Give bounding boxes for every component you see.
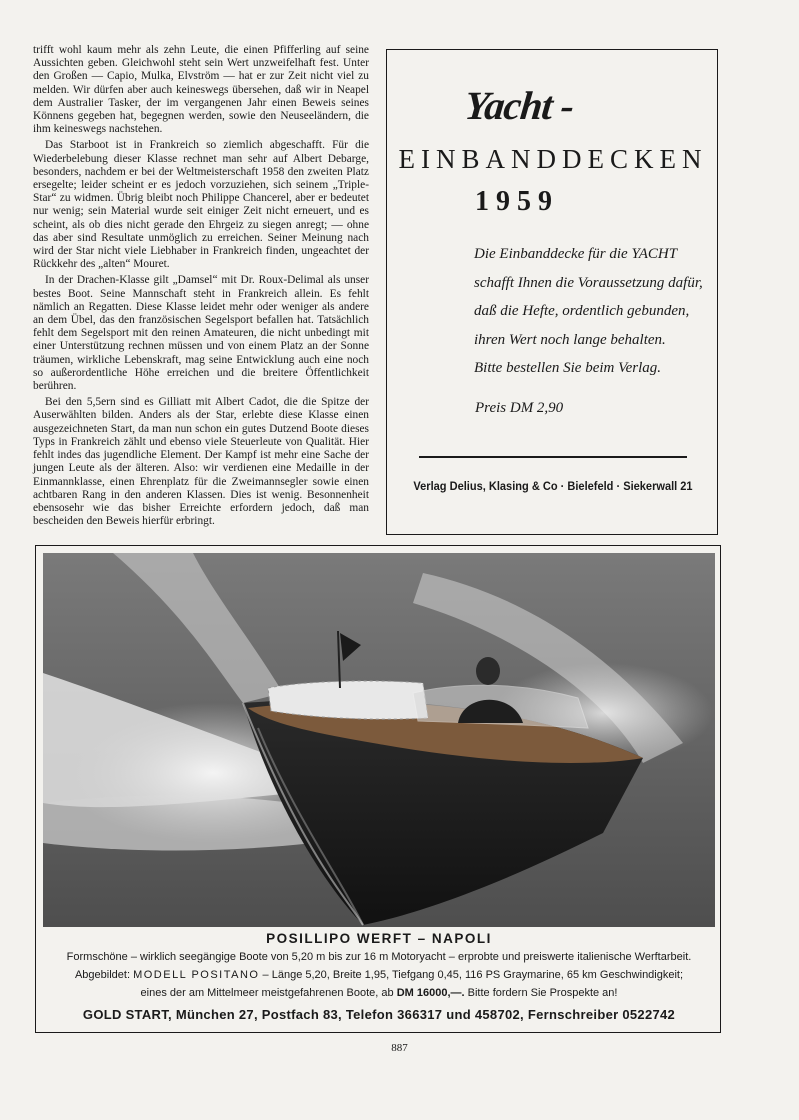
speedboat-photo: [43, 553, 715, 927]
article-paragraph: In der Drachen-Klasse gilt „Damsel“ mit Dr. Roux-Delimal als unser bestes Boot. Seine Mannschaft steht in Frankreich allein. Es fehlt nämlich an Regatten. Diese Klasse leidet mehr oder weniger als andere an dem Übel, das den französischen Segelsport befallen hat. Tatsächlich fehlt dem Segelsport mit den reinen Amateuren, die nicht unbedingt mit einer Unterstützung rechnen müssen und von einem Platz an der Sonne träumen, wirkliche Lebenskraft, mag seine Entwicklung auch eine noch so außerordentliche Höhe erreichen und die breitere Öffentlichkeit berühren.: [33, 274, 369, 393]
boat-price-line: [36, 987, 722, 999]
model-specs: – Länge 5,20, Breite 1,95, Tiefgang 0,45, 116 PS Graymarine, 65 km Geschwindigkeit;: [262, 969, 684, 981]
posillipo-advertisement: [35, 545, 721, 1033]
yacht-logo: Yacht -: [462, 83, 576, 128]
article-paragraph: Bei den 5,5ern sind es Gilliatt mit Albert Cadot, die die Spitze der Auserwählten bilden. Anders als der Star, erlebte diese Klasse einen ausgezeichneten Start, da man nun schon ein gutes Dutzend Boote dieses Typs in Frankreich zählt und ebenso viele Steuerleute von Qualität. Hier fehlt indes das jugendliche Element. Der Kampf ist mehr eine Sache der jungen Leute als der älteren. Also: wir verdienen eine Medaille in der Einmannklasse, einen Ehrenplatz für die Zweimannsegler sowie einen achtbaren Rang in den anderen Klassen. Dies ist wenig. Besonnenheit ebensosehr wie das bisher Erreichte erfordern jedoch, daß man bescheiden den Beweis hierfür erbringt.: [33, 396, 369, 528]
ad-body: [474, 240, 714, 383]
price-suffix: Bitte fordern Sie Prospekte an!: [467, 987, 618, 999]
model-prefix: Abgebildet:: [74, 969, 130, 981]
ad-body-line: daß die Hefte, ordentlich gebunden,: [474, 303, 690, 319]
ad-body-line: schafft Ihnen die Voraussetzung dafür,: [474, 274, 703, 291]
ad-heading: EINBANDDECKEN: [398, 144, 708, 174]
ad-year: 1959: [475, 186, 559, 217]
article-paragraph: Das Starboot ist in Frankreich so ziemlich abgeschafft. Für die Wiederbelebung dieser Klasse rechnet man sehr auf Albert Debarge, besonders, nachdem er bei der Weltmeisterschaft 1958 den zweiten Platz ersegelte; leider scheint er es jedoch vorzuziehen, sich seinem „Triple-Star“ zu widmen. Übrig bleibt noch Philippe Chancerel, aber er bedeutet nur wenig; sein Material wurde seit einiger Zeit nicht erneuert, und es scheint, als ob dies nicht gerade den Ehrgeiz zu siegen anregt; — ohne das aber sind Resultate unmöglich zu erreichen. Seiner Meinung nach wird der Star nicht viele Liebhaber in Frankreich finden, ungeachtet der Rückkehr des „alten“ Mouret.: [33, 139, 369, 271]
article-paragraph: trifft wohl kaum mehr als zehn Leute, die einen Pfifferling auf seine Aussichten geben. Gleichwohl steht sein Wert unzweifelhaft fest. Unter den Großen — Capio, Mulka, Elvström — hat er zur Zeit nicht viel zu melden. Wir dürfen aber auch keineswegs übersehen, daß wir in Neapel dem Australier Tasker, der im vergangenen Jahr einen Beweis seines Könnens gegeben hat, begegnen werden, sowie den Neuseeländern, die ihm keineswegs nachstehen.: [33, 44, 369, 136]
ad-body-line: Die Einbanddecke für die YACHT: [474, 246, 678, 262]
boat-price: DM 16000,—.: [396, 987, 465, 999]
ad-body-line: ihren Wert noch lange behalten.: [474, 331, 666, 348]
ad-price: Preis DM 2,90: [475, 400, 564, 416]
boat-description: Formschöne – wirklich seegängige Boote von 5,20 m bis zur 16 m Motoryacht – erprobte und preiswerte italienische Werftarbeit.: [66, 951, 692, 963]
model-name: MODELL POSITANO: [133, 969, 260, 981]
einbanddecken-advertisement: [386, 49, 718, 535]
ad-publisher: Verlag Delius, Klasing & Co · Bielefeld · Siekerwall 21: [413, 479, 693, 493]
ad-body-line: Bitte bestellen Sie beim Verlag.: [474, 360, 662, 376]
article-column: [33, 44, 369, 531]
boat-model-line: [36, 969, 722, 981]
ad-divider: [419, 456, 687, 458]
shipyard-title: POSILLIPO WERFT – NAPOLI: [266, 931, 492, 946]
speedboat-illustration: [43, 553, 715, 927]
page-number: 887: [391, 1042, 408, 1054]
price-prefix: eines der am Mittelmeer meistgefahrenen Boote, ab: [140, 987, 394, 999]
dealer-contact: GOLD START, München 27, Postfach 83, Telefon 366317 und 458702, Fernschreiber 0522742: [82, 1007, 676, 1022]
